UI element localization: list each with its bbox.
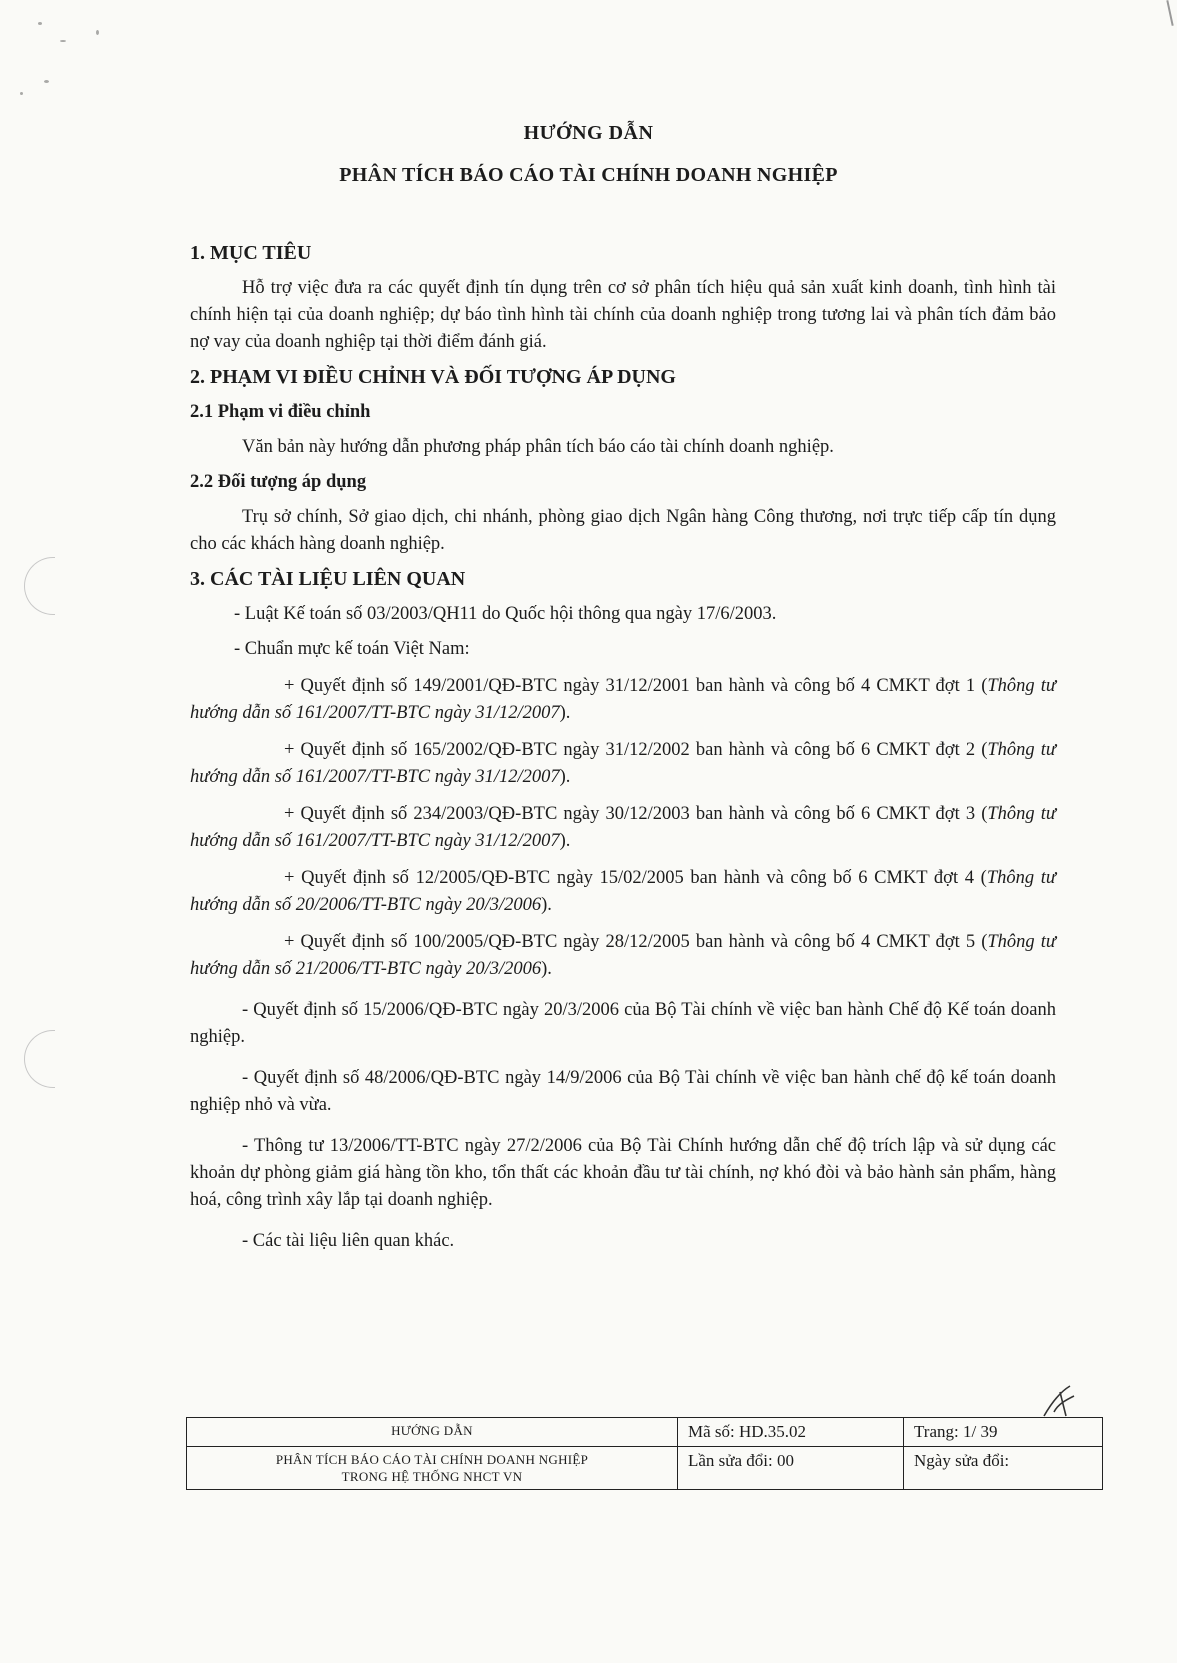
scan-speck [60,40,66,42]
section-2-2-heading: 2.2 Đối tượng áp dụng [190,472,367,492]
section-3-heading: 3. CÁC TÀI LIỆU LIÊN QUAN [190,568,466,590]
initials-signature-mark [1040,1382,1080,1422]
sub-list-item: + Quyết định số 234/2003/QĐ-BTC ngày 30/12/2003 ban hành và công bố 6 CMKT đợt 3 (Thông tư hướng dẫn số 161/2007/TT-BTC ngày 31/12/2007). [190,804,1056,851]
document-footer-table [186,1417,1103,1490]
scan-speck [44,80,49,83]
scan-speck [20,92,23,95]
punch-hole-mark [24,1030,55,1088]
list-item: - Các tài liệu liên quan khác. [242,1231,455,1251]
footer-code: Mã số: HD.35.02 [678,1418,904,1447]
sub-list-item: + Quyết định số 149/2001/QĐ-BTC ngày 31/12/2001 ban hành và công bố 4 CMKT đợt 1 (Thông tư hướng dẫn số 161/2007/TT-BTC ngày 31/12/2007). [190,676,1056,723]
footer-revision-date: Ngày sửa đổi: [904,1447,1103,1490]
sub-list-item: + Quyết định số 165/2002/QĐ-BTC ngày 31/12/2002 ban hành và công bố 6 CMKT đợt 2 (Thông tư hướng dẫn số 161/2007/TT-BTC ngày 31/12/2007). [190,740,1056,787]
page-title: HƯỚNG DẪN [523,122,654,144]
footer-doc-title-line1: PHÂN TÍCH BÁO CÁO TÀI CHÍNH DOANH NGHIỆP [275,1452,589,1467]
document-body [190,240,1056,1255]
sub-list-item: + Quyết định số 100/2005/QĐ-BTC ngày 28/12/2005 ban hành và công bố 4 CMKT đợt 5 (Thông tư hướng dẫn số 21/2006/TT-BTC ngày 20/3/2006). [190,932,1056,979]
footer-doc-title-line2: TRONG HỆ THỐNG NHCT VN [341,1469,523,1484]
sub-list-item: + Quyết định số 12/2005/QĐ-BTC ngày 15/02/2005 ban hành và công bố 6 CMKT đợt 4 (Thông tư hướng dẫn số 20/2006/TT-BTC ngày 20/3/2006). [190,868,1056,915]
list-item: - Quyết định số 48/2006/QĐ-BTC ngày 14/9/2006 của Bộ Tài chính về việc ban hành chế độ kế toán doanh nghiệp nhỏ và vừa. [190,1068,1056,1115]
footer-page-number: Trang: 1/ 39 [904,1418,1103,1447]
section-2-2-text: Trụ sở chính, Sở giao dịch, chi nhánh, phòng giao dịch Ngân hàng Công thương, nơi trực tiếp cấp tín dụng cho các khách hàng doanh nghiệp. [190,507,1056,554]
section-1-text: Hỗ trợ việc đưa ra các quyết định tín dụng trên cơ sở phân tích hiệu quả sản xuất kinh doanh, tình hình tài chính hiện tại của doanh nghiệp; dự báo tình hình tài chính của doanh nghiệp trong tương lai và phân tích đảm bảo nợ vay của doanh nghiệp tại thời điểm đánh giá. [190,278,1056,352]
list-item: - Luật Kế toán số 03/2003/QH11 do Quốc hội thông qua ngày 17/6/2003. [234,604,777,624]
punch-hole-mark [24,557,55,615]
list-item: - Chuẩn mực kế toán Việt Nam: [234,639,470,659]
scan-speck [38,22,42,25]
section-2-1-text: Văn bản này hướng dẫn phương pháp phân tích báo cáo tài chính doanh nghiệp. [242,437,834,457]
footer-doc-type: HƯỚNG DẪN [187,1418,678,1447]
list-item: - Quyết định số 15/2006/QĐ-BTC ngày 20/3/2006 của Bộ Tài chính về việc ban hành Chế độ Kế toán doanh nghiệp. [190,1000,1056,1047]
footer-revision: Lần sửa đổi: 00 [678,1447,904,1490]
section-2-1-heading: 2.1 Phạm vi điều chỉnh [190,402,371,422]
section-1-heading: 1. MỤC TIÊU [190,242,312,264]
section-2-heading: 2. PHẠM VI ĐIỀU CHỈNH VÀ ĐỐI TƯỢNG ÁP DỤNG [190,366,676,388]
page-subtitle: PHÂN TÍCH BÁO CÁO TÀI CHÍNH DOANH NGHIỆP [339,164,838,186]
list-item: - Thông tư 13/2006/TT-BTC ngày 27/2/2006 của Bộ Tài Chính hướng dẫn chế độ trích lập và sử dụng các khoản dự phòng giảm giá hàng tồn kho, tổn thất các khoản đầu tư tài chính, nợ khó đòi và bảo hành sản phẩm, hàng hoá, công trình xây lắp tại doanh nghiệp. [190,1136,1056,1210]
scan-edge-mark [1166,0,1173,26]
footer-doc-title [187,1447,678,1490]
scan-speck [96,30,99,35]
